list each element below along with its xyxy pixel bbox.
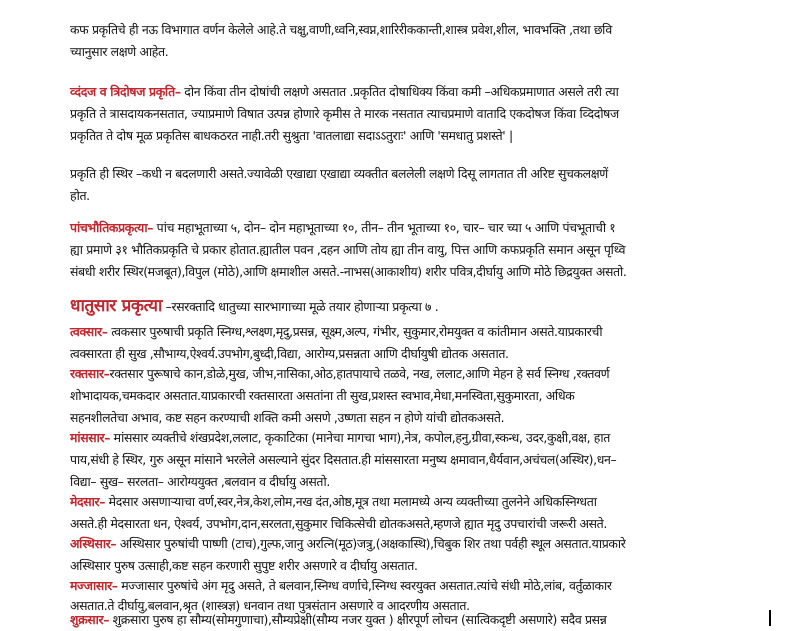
dhatusar-intro: धातुसार प्रकृत्या –रसरक्तादि धातुच्या सारभागाच्या मूळे तयार होणाऱ्या प्रकृत्या ७ .: [70, 296, 439, 316]
section-heading: रक्तसार–: [70, 366, 110, 381]
raktasar-line: शोभादायक,चमकदार असतात.याप्रकारची रक्तसारता असतांना ती सुख,प्रशस्त स्वभाव,मेधा,मनस्विता,सुकुमारता, अधिक: [70, 388, 575, 403]
asthisar-line: अस्थिसार पुरुष उत्साही,कष्ट सहन करणारी सुपुष्ट शरीर असणारे व दीर्घायु असतात.: [70, 558, 418, 573]
medasar-line: असते.ही मेदसारता धन, ऐश्वर्य, उपभोग,दान,सरलता,सुकुमार चिकित्सेची द्योतकअसते,म्हणजे ह्यात मृदु उपचारांची जरूरी असते.: [70, 516, 607, 531]
para2-line: प्रकृतित ते दोष मूळ प्रकृतिस बाधकठरत नाही.तरी सुश्रुता 'वातलाद्या सदाऽऽतुराः' आणि 'समधातु प्रशस्ते' |: [70, 128, 513, 143]
majjasar-line: असतात.ते दीर्घायु,बलवान,श्रृत (शास्त्रज्ञ) धनवान तथा पुत्रसंतान असणारे व आदरणीय असतात.: [70, 598, 470, 613]
section-heading: शुक्रसार–: [70, 612, 110, 627]
tvaksar-line: त्वक्सारता ही सुख ,सौभाग्य,ऐश्वर्य.उपभोग,बुध्दी,विद्या, आरोग्य,प्रसन्नता आणि दीर्घायुषी द्योतक असतात.: [70, 346, 509, 361]
section-heading: पांचभौतिकप्रकृत्या–: [70, 220, 154, 235]
section-heading: मेदसार–: [70, 494, 106, 509]
mamsasar-line: मांससार– मांससार व्यक्तीचे शंखप्रदेश,ललाट, कृकाटिका (मानेचा मागचा भाग),नेत्र, कपोल,हनु,ग्रीवा,स्कन्ध, उदर,कुक्षी,वक्ष, हात: [70, 430, 610, 445]
section-title: धातुसार प्रकृत्या: [70, 296, 163, 316]
section-heading: व्दंदज व त्रिदोषज प्रकृति–: [70, 84, 181, 99]
para2-line: प्रकृति ते त्रासदायकनसतात, ज्याप्रमाणे विषात उत्पन्न होणारे कृमीस ते मारक नसतात त्याचप्रमाणे वातादि एकदोषज किंवा व्दिदोषज: [70, 106, 619, 121]
para1-line: च्यानुसार लक्षणे आहेत.: [70, 44, 169, 59]
para4-line: ह्या प्रमाणे ३१ भौतिकप्रकृति चे प्रकार होतात.ह्यातील पवन ,दहन आणि तोय ह्या तीन वायु, पित्त आणि कफप्रकृति समान असून पृथ्वि: [70, 242, 626, 257]
section-heading: मांससार–: [70, 430, 111, 445]
majjasar-line: मज्जासार– मज्जासार पुरुषांचे अंग मृदु असते, ते बलवान,स्निग्ध वर्णाचे,स्निग्ध स्वरयुक्त असतात.त्यांचे संधी मोठे,लांब, वर्तुळाकार: [70, 578, 612, 593]
shukrasar-line: शुक्रसार– शुक्रसारा पुरुष हा सौम्य(सोमगुणाचा),सौम्यप्रेक्षी(सौम्य नजर युक्त ) क्षीरपूर्ण लोचन (सात्विकदृष्टी असणारे) सदैव प्रसन्न: [70, 612, 607, 627]
para1-line: कफ प्रकृतिचे ही नऊ विभागात वर्णन केलेले आहे.ते चक्षु,वाणी,ध्वनि,स्वप्न,शारिरीककान्ती,शास्त्र प्रवेश,शील, भावभक्ति ,तथा छवि: [70, 22, 612, 37]
mamsasar-line: पाय,संधी हे स्थिर, गुरु असून मांसाने भरलेले असल्याने सुंदर दिसतात.ही मांससारता मनुष्य क्षमावान,धैर्यवान,अचंचल(अस्थिर),धन–: [70, 452, 617, 467]
mamsasar-line: विद्या– सुख– सरलता– आरोग्ययुक्त ,बलवान व दीर्घायु असतो.: [70, 474, 330, 489]
medasar-line: मेदसार– मेदसार असणाऱ्याचा वर्ण,स्वर,नेत्र,केश,लोम,नख दंत,ओष्ठ,मूत्र तथा मलामध्ये अन्य व्यक्तीच्या तुलनेने अधिकस्निग्धता: [70, 494, 597, 509]
section-heading: अस्थिसार–: [70, 536, 117, 551]
para3-line: प्रकृति ही स्थिर –कधी न बदलणारी असते.ज्यावेळी एखाद्या एखाद्या व्यक्तीत बललेली लक्षणे दिसू लागतात ती अरिष्ट सुचकलक्षणें: [70, 166, 608, 181]
para2-line: व्दंदज व त्रिदोषज प्रकृति– दोन किंवा तीन दोषांची लक्षणे असतात .प्रकृतित दोषाधिक्य किंवा कमी –अधिकप्रमाणात असले तरी त्या: [70, 84, 619, 99]
para3-line: होत.: [70, 188, 90, 203]
raktasar-line: रक्तसार–रक्तसार पुरूषाचे कान,डोळे,मुख, जीभ,नासिका,ओठ,हातपायाचे तळवे, नख, ललाट,आणि मेहन हे सर्व स्निग्ध ,रक्तवर्ण: [70, 366, 610, 381]
asthisar-line: अस्थिसार– अस्थिसार पुरुषांची पाष्णी (टाच),गुल्फ,जानु अरत्नि(मूठ)जत्रु,(अक्षकास्थि),चिबुक शिर तथा पर्वही स्थूल असतात.याप्रकारे: [70, 536, 626, 551]
para4-line: संबधी शरीर स्थिर(मजबूत),विपुल (मोठे),आणि क्षमाशील असते.-नाभस(आकाशीय) शरीर पवित्र,दीर्घायु आणि मोठे छिद्रयुक्त असतो.: [70, 264, 627, 279]
text-cursor[interactable]: [769, 610, 771, 626]
tvaksar-line: त्वक्सार– त्वकसार पुरुषाची प्रकृति स्निग्ध,श्लक्ष्ण,मृदु,प्रसन्न, सूक्ष्म,अल्प, गंभीर, सुकुमार,रोमयुक्त व कांतीमान असते.याप्रकारची: [70, 324, 603, 339]
para4-line: पांचभौतिकप्रकृत्या– पांच महाभूताच्या ५, दोन– दोन महाभूताच्या १०, तीन– तीन भूताच्या १०, चार– चार च्या ५ आणि पंचभूताची १: [70, 220, 616, 235]
section-heading: मज्जासार–: [70, 578, 118, 593]
section-heading: त्वक्सार–: [70, 324, 108, 339]
raktasar-line: सहनशीलतेचा अभाव, कष्ट सहन करण्याची शक्ति कमी असणे ,उष्णता सहन न होणे यांची द्योतकअसते.: [70, 410, 505, 425]
